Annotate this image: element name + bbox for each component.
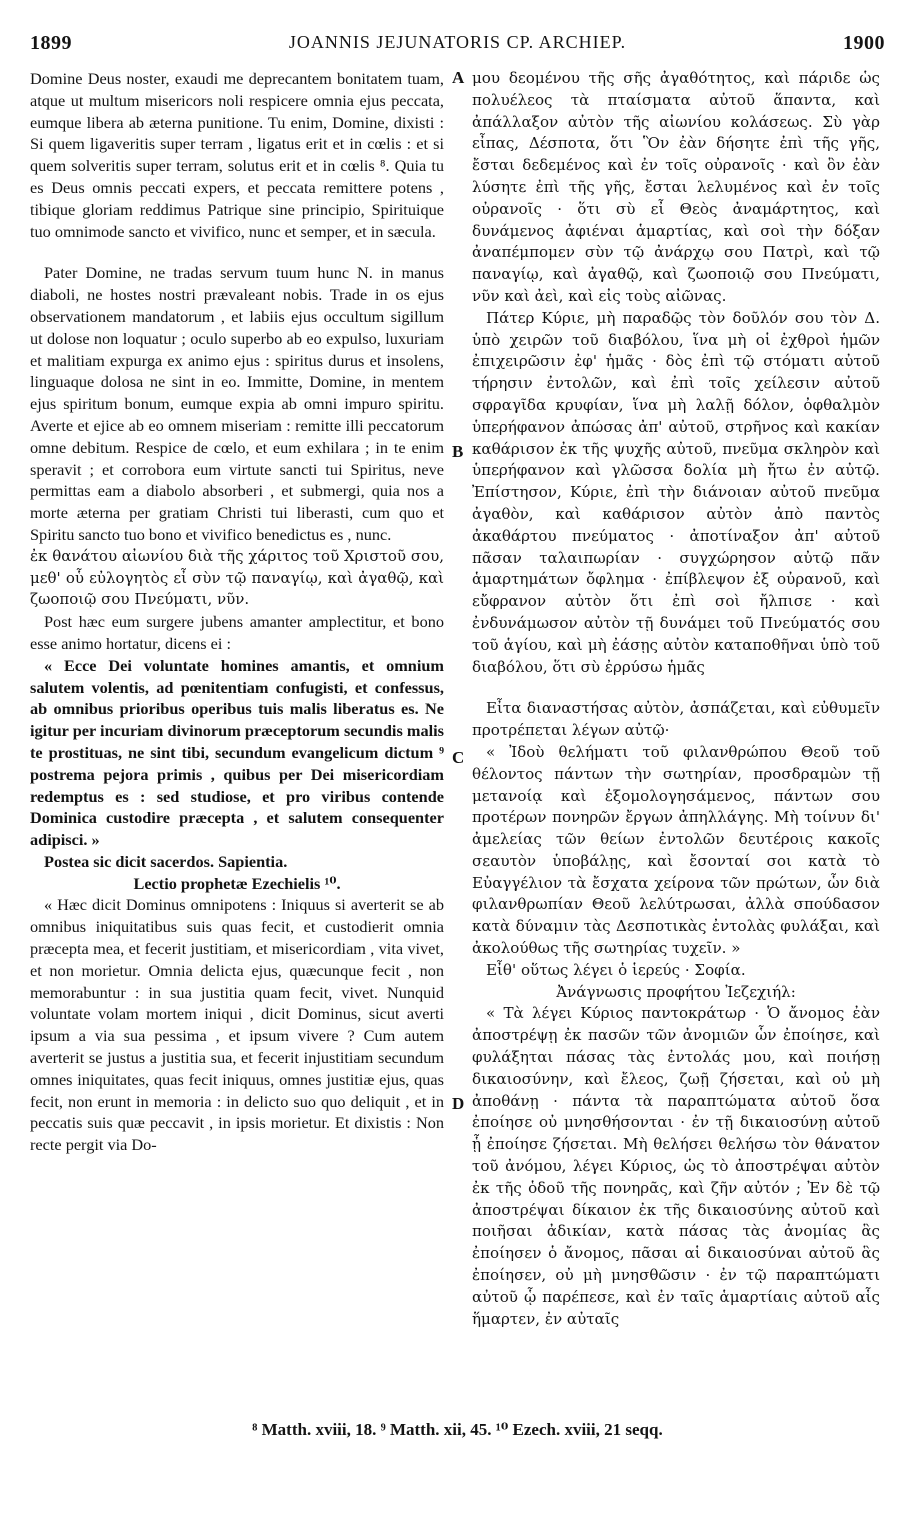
latin-rubric-embrace: Post hæc eum surgere jubens amanter amplectitur, et bono esse animo hortatur, dicens ei : [30,612,444,653]
greek-rubric-sophia: Εἶθ' οὕτως λέγει ὁ ἱερεύς · Σοφία. [486,960,746,979]
greek-prayer-1: μου δεομένου τῆς σῆς ἀγαθότητος, καὶ πάριδε ὡς πολυέλεος τὰ πταίσματα αὐτοῦ ἅπαντα, καὶ ἀπάλλαξον αὐτὸν τῆς αἰωνίου κολάσεως. Σὺ γὰρ εἶπας, Δέσποτα, ὅτι Ὃν ἐὰν δήσητε ἐπὶ τῆς γῆς, ἔσται δεδεμένος καὶ ἐν τοῖς οὐρανοῖς · καὶ ὃν ἐὰν λύσητε ἐπὶ τῆς γῆς, ἔσται λελυμένος καὶ ἐν τοῖς οὐρανοῖς · ὅτι σὺ εἶ Θεὸς ἀναμάρτητος, καὶ δυνάμενος ἀφιέναι ἁμαρτίας, καὶ σοὶ τὴν δόξαν ἀναπέμπομεν σὺν τῷ ἀνάρχῳ σου Πατρὶ, καὶ τῷ παναγίῳ, καὶ ἀγαθῷ, καὶ ζωοποιῷ σου Πνεύματι, νῦν καὶ ἀεὶ, καὶ εἰς τοὺς αἰῶνας. [472,69,880,305]
greek-ezechiel-reading: « Τὰ λέγει Κύριος παντοκράτωρ · Ὁ ἄνομος ἐὰν ἀποστρέψῃ ἐκ πασῶν τῶν ἀνομιῶν ὧν ἐποίησε, καὶ φυλάξηται πάσας τὰς ἐντολάς μου, καὶ ποιήσῃ δικαιοσύνην, καὶ ἔλεος, ζωῇ ζήσεται, καὶ οὐ μὴ ἀποθάνῃ · πάντα τὰ παραπτώματα αὐτοῦ ὅσα ἐποίησε οὐ μνησθήσονται · ἐν τῇ δικαιοσύνῃ αὐτοῦ ᾗ ἐποίησε ζήσεται. Μὴ θελήσει θελήσω τὸν θάνατον τοῦ ἀνόμου, λέγει Κύριος, ὡς τὸ ἀποστρέψαι αὐτὸν ἐκ τῆς ὁδοῦ τῆς πονηρᾶς, καὶ ζῆν αὐτόν ; Ἐν δὲ τῷ ἀποστρέψαι δίκαιον ἐκ τῆς δικαιοσύνης αὐτοῦ καὶ ποιῆσαι ἀδικίαν, κατὰ πάσας τὰς ἀνομίας ἃς ἐποίησεν ὁ ἄνομος, πᾶσαι αἱ δικαιοσύναι αὐτοῦ ἃς ἐποίησεν, οὐ μὴ μνησθῶσιν · ἐν τῷ παραπτώματι αὐτοῦ ᾧ παρέπεσε, καὶ ἐν ταῖς ἁμαρτίαις αὐτοῦ αἷς ἥμαρτεν, ἐν αὐταῖς [472,1004,880,1328]
latin-rubric-sapientia: Postea sic dicit sacerdos. Sapientia. [44,851,288,871]
latin-ezechiel-reading: « Hæc dicit Dominus omnipotens : Iniquus si averterit se ab omnibus iniquitatibus suis quas fecit, et custodierit omnia præcepta mea, et fecerit justitiam, et misericordiam , vita vivet, et non morietur. Omnia delicta ejus, quæcunque fecit , non memorabuntur : in sua justitia quam fecit, vivet. Nunquid voluntate volam mortem iniqui , dicit Dominus, sicut averti ipsum a via sua pessima , et ipsum vivere ? Cum autem averterit se justus a justitia sua, et fecerit injustitiam secundum omnes iniquitates, quas fecit iniquus, omnes justitiæ ejus, quas fecit, non erunt in memoria : in delicto suo quo deliquit , et in peccatis suis quæ peccavit , in ipsis morietur. Et dixistis : Non recte pergit via Do- [30,895,444,1155]
page-number-left: 1899 [30,32,72,54]
running-header [30,32,885,60]
running-title: JOANNIS JEJUNATORIS CP. ARCHIEP. [288,32,627,52]
footnotes: ⁸ Matth. xviii, 18. ⁹ Matth. xii, 45. ¹⁰ Ezech. xviii, 21 seqq. [252,1420,663,1439]
greek-prayer-2: Πάτερ Κύριε, μὴ παραδῷς τὸν δοῦλόν σου τὸν Δ. ὑπὸ χειρῶν τοῦ διαβόλου, ἵνα μὴ οἱ ἐχθροὶ ἡμῶν ἐπιχειρῶσιν ἐφ' ἡμᾶς · δὸς ἐπὶ τῷ στόματι αὐτοῦ τήρησιν ἐντολῶν, καὶ ἐπὶ τοῖς χείλεσιν αὐτοῦ σφραγῖδα κρυφίαν, ἵνα μὴ λαλῇ δόλον, ὀφθαλμὸν ὑπερήφανον ἀπώσας ἀπ' αὐτοῦ, στρῆνος καὶ κακίαν καθάρισον ἐκ τῆς ψυχῆς αὐτοῦ, πνεῦμα σκληρὸν καὶ ὑπερήφανον καὶ γλῶσσα δολία μὴ ἤτω ἐν αὐτῷ. Ἐπίστησον, Κύριε, ἐπὶ τὴν διάνοιαν αὐτοῦ πνεῦμα ἀγαθὸν, καὶ καθάρισον αὐτὸν ἀπὸ παντὸς ἀκαθάρτου πνεύματος · ἀποτίναξον ἀπ' αὐτοῦ πᾶσαν ταλαιπωρίαν · συγχώρησον αὐτῷ πᾶν ἁμαρτημάτων ὄφλημα · ἐπίβλεψον ἐξ οὐρανοῦ, καὶ εὔφρανον αὐτὸν ὅτι ἐπὶ σοὶ ἤλπισε · καὶ ἐνδυνάμωσον αὐτὸν τῇ δυνάμει τοῦ Πνεύματός σου τοῦ ἁγίου, καὶ μὴ ἐάσῃς αὐτὸν καταποθῆναι ὑπὸ τοῦ διαβόλου, ὅτι σὺ ἐρρύσω ἡμᾶς [472,308,880,676]
greek-exhortation: « Ἰδοὺ θελήματι τοῦ φιλανθρώπου Θεοῦ τοῦ θέλοντος πάντων τὴν σωτηρίαν, προσδραμὼν τῇ μετανοίᾳ καὶ ἐξομολογησάμενος, πάντων σου προτέρων πονηρῶν ἔργων ἀπηλλάγης. Μὴ τοίνυν δι' ἀμελείας τῶν θείων ἐντολῶν δευτέροις κακοῖς σεαυτὸν ὑποβάλῃς, καὶ ἔσονταί σοι κατὰ τὸ Εὐαγγέλιον τὰ ἔσχατα χείρονα τῶν πρώτων, ὧν διὰ φιλανθρωπίαν Θεοῦ λελύτρωσαι, ἀλλὰ σπούδασον κατὰ δύναμιν τὰς Δεσποτικὰς ἐντολὰς φυλάξαι, καὶ ἀκολούθως τῆς σωτηρίας τυχεῖν. » [472,742,880,958]
margin-letter-a: A [452,68,465,87]
greek-anagnosis-heading: Ἀνάγνωσις προφήτου Ἰεζεχιήλ: [556,982,796,1001]
greek-overflow-line: ἐκ θανάτου αἰωνίου διὰ τῆς χάριτος τοῦ Χριστοῦ σου, μεθ' οὗ εὐλογητὸς εἶ σὺν τῷ παναγίῳ, καὶ ἀγαθῷ, καὶ ζωοποιῷ σου Πνεύματι, νῦν. [30,546,444,609]
margin-letter-b: B [452,442,464,461]
latin-prayer-1: Domine Deus noster, exaudi me deprecantem bonitatem tuam, atque ut multum misericors noli respicere omnia ejus peccata, eumque libera ab æterna punitione. Tu enim, Domine, dixisti : Si quem ligaveritis super terram , ligatus erit et in cœlis : et si quem solveritis super terram, solutus erit et in cœlis ⁸. Quia tu es Deus omnis peccati expers, et peccata remittere potens , tibique gloriam reddimus Patrique sine principio, Spirituique tuo omnimode sancto et vivifico, nunc et semper, et in sæcula. [30,69,444,241]
margin-letter-c: C [452,748,465,767]
page-number-right: 1900 [843,32,885,54]
latin-exhortation: « Ecce Dei voluntate homines amantis, et omnium salutem volentis, ad pœnitentiam confugisti, et confessus, ab omnibus prioribus operibus tuis malis liberatus es. Ne igitur per incuriam divinorum præceptorum secundis malis te prostituas, ne sint tibi, secundum evangelicum dictum ⁹ postrema pejora primis , quibus per Dei misericordiam redemptus es : sed studiose, et pro viribus contende Dominica custodire præcepta , et salutem consequenter adipisci. » [30,655,444,850]
latin-column [30,68,444,1156]
greek-column [472,68,880,1330]
latin-lectio-heading: Lectio prophetæ Ezechielis ¹⁰. [133,873,341,893]
greek-rubric-embrace: Εἶτα διαναστήσας αὐτὸν, ἀσπάζεται, καὶ εὐθυμεῖν προτρέπεται λέγων αὐτῷ· [472,699,880,740]
latin-prayer-2: Pater Domine, ne tradas servum tuum hunc N. in manus diaboli, ne hostes nostri prævaleant nobis. Trade in os ejus observationem mandatorum , et labiis ejus occultum sigillum ut dolose non loquatur ; oculo superbo ab eo expulso, luxuriam et malitiam expurga ex animo ejus : spiritus durus et insolens, linguaque dolosa ne sint in eo. Immitte, Domine, in mentem ejus spiritum bonum, eumque expia ab omni impuro spiritu. Averte et ejice ab eo omnem miseriam : remitte illi peccatorum omne debitum. Respice de cœlo, et eum exhilara ; in te enim speravit ; et corrobora eum virtute sancti tui Spiritus, neve permittas eam a diabolo absorberi , et submergi, quia nos a morte æterna per gratiam Christi tui liberasti, cum quo et Spiritu sancto tuo bono et vivifico benedictus es , nunc. [30,263,444,544]
margin-letter-d: D [452,1094,465,1113]
